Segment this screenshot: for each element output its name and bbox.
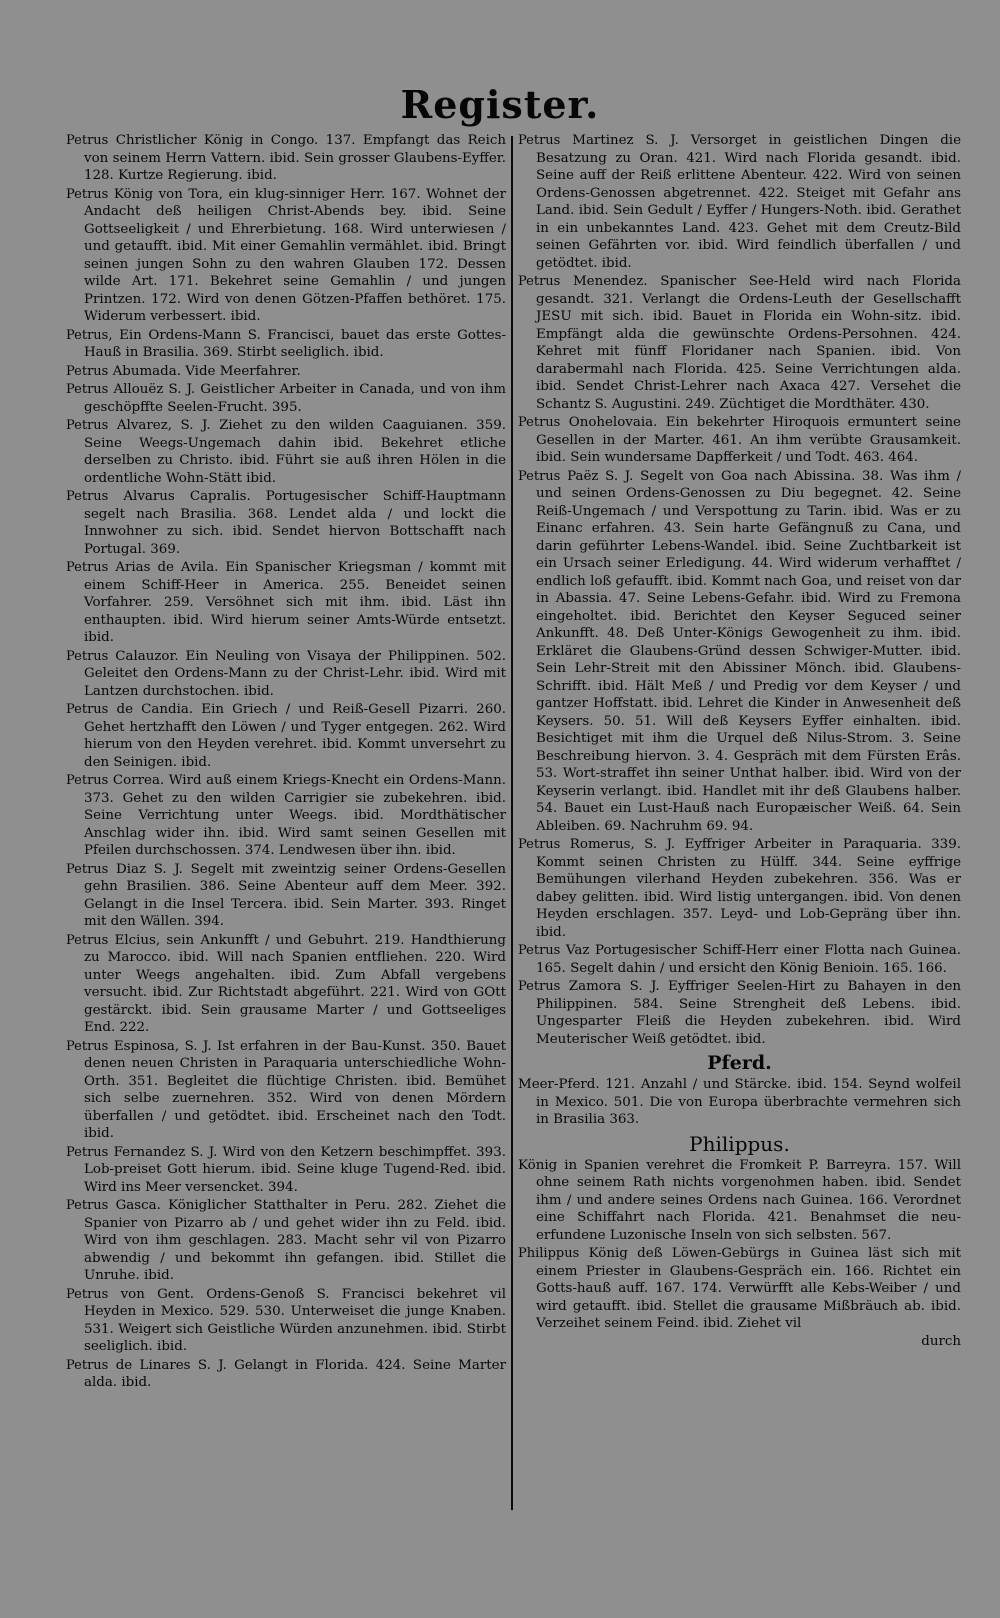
index-entry (518, 978, 961, 1048)
index-entry (66, 488, 506, 558)
index-entry (66, 701, 506, 771)
entry-head: Petrus (518, 133, 561, 148)
index-entry (66, 1038, 506, 1143)
page-title: Register. (400, 82, 600, 127)
index-entry (518, 132, 961, 272)
entry-text: Paëz S. J. Segelt von Goa nach Abissina. 38. Was ihm / und seinen Ordens-Genossen zu Diu begegnet. 42. Seine Reiß-Ungemach / und Verspottung zu Tarin. ibid. Was er zu Einanc erfahren. 43. Sein harte Gefängnuß zu Cana, und darin geführter Lebens-Wandel. ibid. Seine Zuchtbarkeit ist ein Ursach seiner Erledigung. 44. Wird widerum verhafftet / endlich loß gefaufft. ibid. Kommt nach Goa, und reiset von dar in Abassia. 47. Seine Lebens-Gefahr. ibid. Wird zu Fremona eingeholtet. ibid. Berichtet den Keyser Seguced seiner Ankunfft. 48. Deß Unter-Königs Gewogenheit zu ihm. ibid. Erkläret die Glaubens-Gründ dessen Schwiger-Mutter. ibid. Sein Lehr-Streit mit den Abissiner Mönch. ibid. Glaubens-Schrifft. ibid. Hält Meß / und Predig vor dem Keyser / und gantzer Hoffstatt. ibid. Lehret die Kinder in Anwesenheit deß Keysers. 50. 51. Will deß Keysers Eyffer einhalten. ibid. Besichtiget mit ihm die Urquel deß Nilus-Strom. 3. Seine Beschreibung hiervon. 3. 4. Gespräch mit dem Fürsten Erâs. 53. Wort-straffet ihn seiner Unthat halber. ibid. Wird von der Keyserin verlangt. ibid. Handlet mit ihr deß Glaubens halber. 54. Bauet ein Lust-Hauß nach Europæischer Weiß. 64. Sein Ableiben. 69. Nachruhm 69. 94. (536, 468, 961, 834)
index-entry (66, 417, 506, 487)
entry-text: de Candia. Ein Griech / und Reiß-Gesell Pizarri. 260. Gehet hertzhafft den Löwen / und Tyger entgegen. 262. Wird hierum von den Heyden verehret. ibid. Kommt unversehrt zu den Seinigen. ibid. (84, 702, 506, 770)
entry-head: Petrus (518, 415, 561, 430)
entry-head: Petrus (518, 979, 561, 994)
entry-head: Petrus (66, 702, 109, 717)
entry-text: de Linares S. J. Gelangt in Florida. 424. Seine Marter alda. ibid. (84, 1357, 506, 1390)
entry-head: Petrus (66, 1144, 109, 1160)
entry-head: Petrus (518, 837, 561, 852)
index-entry (518, 468, 961, 836)
entry-text: Abumada. Vide Meerfahrer. (112, 363, 301, 379)
entry-head: Petrus (66, 1038, 109, 1054)
index-entry (66, 132, 506, 185)
index-entry (66, 327, 506, 362)
index-entry (66, 1144, 506, 1197)
index-entry (66, 186, 506, 326)
entry-head: Petrus (66, 382, 109, 397)
index-entry (66, 648, 506, 701)
entry-head: Petrus (66, 648, 109, 664)
entry-text: Calauzor. Ein Neuling von Visaya der Philippinen. 502. Geleitet den Ordens-Mann zu der Christ-Lehr. ibid. Wird mit Lantzen durchstochen. ibid. (84, 648, 506, 699)
index-entry (66, 861, 506, 931)
right-column (518, 132, 961, 1350)
entry-text: Espinosa, S. J. Ist erfahren in der Bau-Kunst. 350. Bauet denen neuen Christen in Paraquaria unterschiedliche Wohn-Orth. 351. Begleitet die flüchtige Christen. ibid. Bemühet sich selbe zuernehren. 352. Wird von denen Mördern überfallen / und getödtet. ibid. Erscheinet nach den Todt. ibid. (84, 1038, 506, 1141)
index-entry (66, 1357, 506, 1392)
entry-text: Martinez S. J. Versorget in geistlichen Dingen die Besatzung zu Oran. 421. Wird nach Florida gesandt. ibid. Seine auff der Reiß erlittene Abenteur. 422. Wird von seinen Ordens-Genossen abgetrennet. 422. Steiget mit Gefahr ans Land. ibid. Sein Gedult / Eyffer / Hungers-Noth. ibid. Gerathet in ein unbekanntes Land. 423. Gehet mit dem Creutz-Bild seinen Gefährten vor. ibid. Wird feindlich überfallen / und getödtet. ibid. (536, 133, 961, 271)
entry-text: Romerus, S. J. Eyffriger Arbeiter in Paraquaria. 339. Kommt seinen Christen zu Hülff. 344. Seine eyffrige Bemühungen vilerhand Heyden zubekehren. 356. Was er dabey gelitten. ibid. Wird listig untergangen. ibid. Von denen Heyden erschlagen. 357. Leyd- und Lob-Gepräng über ihn. ibid. (536, 837, 961, 940)
entry-text: Fernandez S. J. Wird von den Ketzern beschimpffet. 393. Lob-preiset Gott hierum. ibid. Seine kluge Tugend-Red. ibid. Wird ins Meer versencket. 394. (84, 1144, 506, 1195)
column-divider (511, 136, 513, 1510)
entry-text: Onohelovaia. Ein bekehrter Hiroquois ermuntert seine Gesellen in der Marter. 461. An ihm verübte Grausamkeit. ibid. Sein wundersame Dapfferkeit / und Todt. 463. 464. (536, 415, 961, 465)
entry-text: Diaz S. J. Segelt mit zweintzig seiner Ordens-Gesellen gehn Brasilien. 386. Seine Abenteur auff dem Meer. 392. Gelangt in die Insel Tercera. ibid. Sein Marter. 393. Ringet mit den Wällen. 394. (84, 861, 506, 929)
entry-head: Petrus (66, 133, 109, 148)
index-entry (518, 1157, 961, 1245)
entry-text: Alvarez, S. J. Ziehet zu den wilden Caaguianen. 359. Seine Weegs-Ungemach dahin ibid. Bekehret etliche derselben zu Christo. ibid. Führt sie auß ihren Hölen in die ordentliche Wohn-Stätt ibid. (84, 418, 506, 486)
index-entry (66, 1197, 506, 1285)
index-entry (518, 414, 961, 467)
index-entry (518, 942, 961, 977)
entry-text: Menendez. Spanischer See-Held wird nach Florida gesandt. 321. Verlangt die Ordens-Leuth der Gesellschafft JESU mit sich. ibid. Bauet in Florida ein Wohn-sitz. ibid. Empfängt alda die gewünschte Ordens-Persohnen. 424. Kehret mit fünff Floridaner nach Spanien. ibid. Von darabermahl nach Florida. 425. Seine Verrichtungen alda. ibid. Sendet Christ-Lehrer nach Axaca 427. Versehet die Schantz S. Augustini. 249. Züchtiget die Mordthäter. 430. (536, 274, 961, 412)
index-entry (518, 273, 961, 413)
entry-head: Petrus (518, 943, 561, 958)
section-heading: Pferd. (707, 1052, 772, 1074)
entry-text: Vaz Portugesischer Schiff-Herr einer Flotta nach Guinea. 165. Segelt dahin / und ersicht den König Benioin. 165. 166. (536, 943, 961, 976)
entry-text: Arias de Avila. Ein Spanischer Kriegsman / kommt mit einem Schiff-Heer in America. 255. Beneidet seinen Vorfahrer. 259. Versöhnet sich mit ihm. ibid. Läst ihn enthaupten. ibid. Wird hierum seiner Amts-Würde entsetzt. ibid. (84, 560, 506, 645)
entry-head: Petrus (66, 489, 109, 504)
entry-head: Petrus (66, 1286, 109, 1302)
entry-text: König deß Löwen-Gebürgs in Guinea läst sich mit einem Priester in Glaubens-Gespräch ein. 166. Richtet ein Gotts-hauß auff. 167. 174. Verwürfft alle Kebs-Weiber / und wird getaufft. ibid. Stellet die grausame Mißbräuch ab. ibid. Verzeihet seinem Feind. ibid. Ziehet vil (536, 1246, 961, 1331)
entry-head: Petrus (518, 468, 561, 484)
entry-text: König von Tora, ein klug-sinniger Herr. 167. Wohnet der Andacht deß heiligen Christ-Abends bey. ibid. Seine Gottseeligkeit / und Ehrerbietung. 168. Wird unterwiesen / und getaufft. ibid. Mit einer Gemahlin vermählet. ibid. Bringt seinen jungen Sohn zu den wahren Glauben 172. Dessen wilde Art. 171. Bekehret seine Gemahlin / und jungen Printzen. 172. Wird von denen Götzen-Pfaffen bethöret. 175. Widerum verbessert. ibid. (84, 186, 506, 324)
index-entry (518, 1245, 961, 1333)
entry-text: Alvarus Capralis. Portugesischer Schiff-Hauptmann segelt nach Brasilia. 368. Lendet alda / und lockt die Innwohner zu sich. ibid. Sendet hiervon Bottschafft nach Portugal. 369. (84, 489, 506, 557)
entry-head: Philippus (518, 1246, 580, 1261)
entry-text: Ein Ordens-Mann S. Francisci, bauet das erste Gottes-Hauß in Brasilia. 369. Stirbt seeliglich. ibid. (84, 327, 506, 360)
index-entry (66, 1286, 506, 1356)
index-entry (518, 836, 961, 941)
entry-head: Petrus (518, 274, 561, 289)
entry-head: Petrus (66, 932, 109, 948)
index-entry (518, 1076, 961, 1129)
left-column (66, 132, 506, 1393)
entry-head: Petrus, (66, 327, 113, 343)
entry-head: Petrus (66, 560, 109, 575)
entry-head: Petrus (66, 1357, 109, 1373)
entry-text: Correa. Wird auß einem Kriegs-Knecht ein Ordens-Mann. 373. Gehet zu den wilden Carrigier sie zubekehren. ibid. Seine Verrichtung unter Weegs. ibid. Mordthätischer Anschlag wider ihn. ibid. Wird samt seinen Gesellen mit Pfeilen durchschossen. 374. Lendwesen über ihn. ibid. (84, 773, 506, 858)
index-entry (66, 772, 506, 860)
entry-text: Allouëz S. J. Geistlicher Arbeiter in Canada, und von ihm geschöpffte Seelen-Frucht. 395. (84, 382, 506, 415)
entry-text: Gasca. Königlicher Statthalter in Peru. 282. Ziehet die Spanier von Pizarro ab / und gehet wider ihn zu Feld. ibid. Wird von ihm geschlagen. 283. Macht sehr vil von Pizarro abwendig / und bekommt ihn gefangen. ibid. Stillet die Unruhe. ibid. (84, 1198, 506, 1283)
entry-head: Petrus (66, 773, 109, 788)
entry-text: von Gent. Ordens-Genoß S. Francisci bekehret vil Heyden in Mexico. 529. 530. Unterweiset die junge Knaben. 531. Weigert sich Geistliche Würden anzunehmen. ibid. Stirbt seeliglich. ibid. (84, 1286, 506, 1354)
index-entry (66, 381, 506, 416)
section-heading: Philippus. (689, 1131, 790, 1156)
entry-head: Petrus (66, 363, 109, 379)
catchword: durch (921, 1333, 961, 1349)
entry-text: Meer-Pferd. 121. Anzahl / und Stärcke. ibid. 154. Seynd wolfeil in Mexico. 501. Die von Europa überbrachte vermehren sich in Brasilia 363. (518, 1077, 961, 1127)
index-entry (66, 363, 506, 381)
entry-head: Petrus (66, 861, 109, 877)
entry-head: Petrus (66, 418, 109, 433)
entry-text: Elcius, sein Ankunfft / und Gebuhrt. 219. Handthierung zu Marocco. ibid. Will nach Spanien entfliehen. 220. Wird unter Weegs angehalten. ibid. Zum Abfall vergebens versucht. ibid. Zur Richtstadt abgeführt. 221. Wird von GOtt gestärckt. ibid. Sein grausame Marter / und Gottseeliges End. 222. (84, 932, 507, 1035)
entry-head: Petrus (66, 1198, 109, 1213)
entry-head: Petrus (66, 186, 109, 202)
entry-text: Zamora S. J. Eyffriger Seelen-Hirt zu Bahayen in den Philippinen. 584. Seine Strengheit deß Lebens. ibid. Ungesparter Fleiß die Heyden zubekehren. ibid. Wird Meuterischer Weiß getödtet. ibid. (536, 979, 961, 1047)
index-entry (66, 932, 506, 1037)
entry-text: König in Spanien verehret die Fromkeit P. Barreyra. 157. Will ohne seinem Rath nichts vorgenohmen haben. ibid. Sendet ihm / und andere seines Ordens nach Guinea. 166. Verordnet eine Schiffahrt nach Florida. 421. Benahmset die neu-erfundene Luzonische Inseln von sich selbsten. 567. (518, 1157, 961, 1243)
entry-text: Christlicher König in Congo. 137. Empfangt das Reich von seinem Herrn Vattern. ibid. Sein grosser Glaubens-Eyffer. 128. Kurtze Regierung. ibid. (84, 133, 506, 183)
index-entry (66, 559, 506, 647)
